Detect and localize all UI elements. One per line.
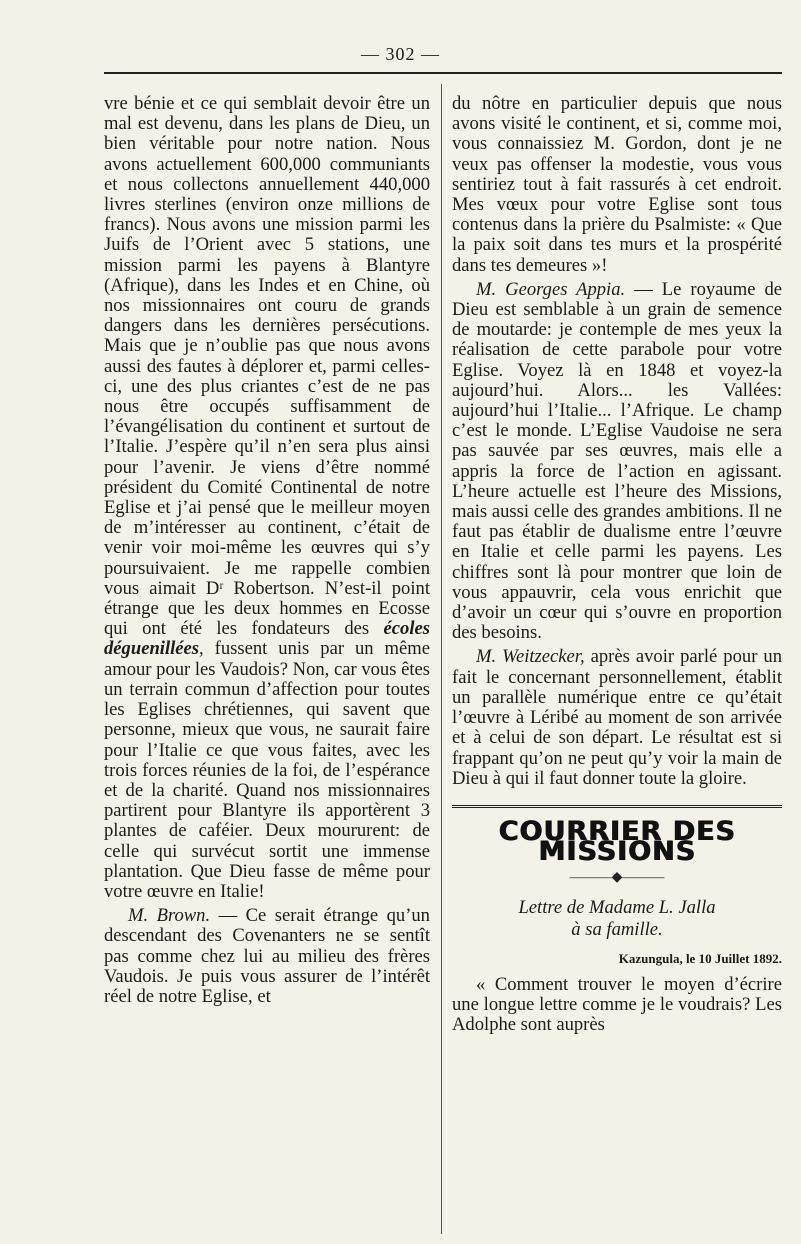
- speech-text-end: , fussent unis par un même amour pour les Vaudois? Non, car vous êtes un terrain commun d’affection pour toutes les Eglises chrétiennes, qui savent que personne, mieux que vous, ne saurait faire pour l’Italie ce que vous faites, avec les trois forces réunies de la foi, de l’espérance et de la charité. Quand nos missionnaires partirent pour Blantyre ils apportèrent 3 plantes de caféier. Deux moururent: de celle qui survécut sortit une immense plantation. Que Dieu fasse de même pour votre œuvre en Italie!: [104, 638, 431, 902]
- ornament-divider: ———◆———: [569, 870, 665, 886]
- weitzecker-paragraph: [452, 647, 782, 788]
- letter-title-line: à sa famille.: [571, 918, 663, 940]
- right-column: [452, 94, 782, 1039]
- speaker-name: M. Brown.: [128, 905, 211, 927]
- speech-text: après avoir parlé pour un fait le concernant personnellement, établit un parallèle numérique entre ce qu’était l’œuvre à Léribé au moment de son arrivée et à celui de son départ. Le résultat est si frappant qu’on ne peut qu’y voir la main de Dieu à qui il faut donner toute la gloire.: [452, 646, 782, 789]
- letter-title: [452, 897, 782, 941]
- dateline: Kazungula, le 10 Juillet 1892.: [618, 950, 782, 966]
- speech-text: — Le royaume de Dieu est semblable à un grain de semence de moutarde: je contemple de mes yeux la réalisation de cette parabole pour votre Eglise. Voyez là en 1848 et voyez-la aujourd’hui. Alors... les Vallées: aujourd’hui l’Italie... l’Afrique. Le champ c’est le monde. L’Eglise Vaudoise ne sera pas sauvée par ses œuvres, mais elle a appris la force de l’action en agissant. L’heure actuelle est l’heure des Missions, mais aussi celle des grandes ambitions. Il ne faut pas établir de dualisme entre l’œuvre en Italie et celle parmi les payens. Les chiffres sont là pour montrer que loin de vous appauvrir, cela vous enrichit que d’avoir un cœur qui s’ouvre en proportion des besoins.: [452, 278, 782, 644]
- speech-text: — Ce serait étrange qu’un descendant des Covenanters ne se sentît pas comme chez lui au milieu des frères Vaudois. Je puis vous assurer de l’intérêt réel de notre Eglise, et: [104, 905, 430, 1007]
- letter-paragraph: « Comment trouver le moyen d’écrire une longue lettre comme je le voudrais? Les Adolphe sont auprès: [452, 973, 782, 1036]
- speaker-name: M. Weitzecker,: [476, 646, 585, 668]
- column-divider: [441, 84, 442, 1234]
- italic-phrase: écoles déguenillées: [104, 618, 430, 660]
- header-rule: [104, 72, 782, 74]
- left-column: [104, 94, 430, 1011]
- section-title: COURRIER DES MISSIONS: [498, 815, 736, 868]
- speech-paragraph: [104, 94, 430, 902]
- appia-paragraph: [452, 280, 782, 644]
- section-rule: [452, 805, 782, 808]
- page-number: — 302 —: [361, 44, 440, 64]
- continuation-paragraph: du nôtre en particulier depuis que nous avons visité le continent, et si, comme moi, vous connaissiez M. Gordon, dont je ne veux pas offenser la modestie, vous vous sentiriez tout à fait rassurés à cet endroit. Mes vœux pour votre Eglise sont tous contenus dans la prière du Psalmiste: « Que la paix soit dans tes murs et la prospérité dans tes demeures »!: [452, 93, 782, 276]
- speech-text: vre bénie et ce qui semblait devoir être un mal est devenu, dans les plans de Dieu, un bien véritable pour notre nation. Nous avons actuellement 600,000 communiants et nous collectons annuellement 440,000 livres sterlines (environ onze millions de francs). Nous avons une mission parmi les Juifs de l’Orient avec 5 stations, une mission parmi les payens à Blantyre (Afrique), dans les Indes et en Chine, où nos missionnaires ont couru de grands dangers dans les dernières persécutions. Mais que je n’oublie pas que nous avons aussi des fautes à déplorer et, parmi celles-ci, une des plus criantes c’est de ne pas nous être occupés suffisamment de l’évangélisation du continent et surtout de l’Italie. J’espère qu’il n’en sera plus ainsi pour l’avenir. Je viens d’être nommé président du Comité Continental de notre Eglise et j’ai pensé que le meilleur moyen de m’intéresser au continent, c’était de venir voir moi-même les œuvres qui s’y poursuivaient. Je me rappelle combien vous aimait Dʳ Robertson. N’est-il point étrange que les deux hommes en Ecosse qui ont été les fondateurs des: [104, 93, 430, 640]
- speaker-name: M. Georges Appia.: [476, 278, 626, 300]
- letter-title-line: Lettre de Madame L. Jalla: [518, 896, 716, 918]
- brown-paragraph: [104, 906, 430, 1007]
